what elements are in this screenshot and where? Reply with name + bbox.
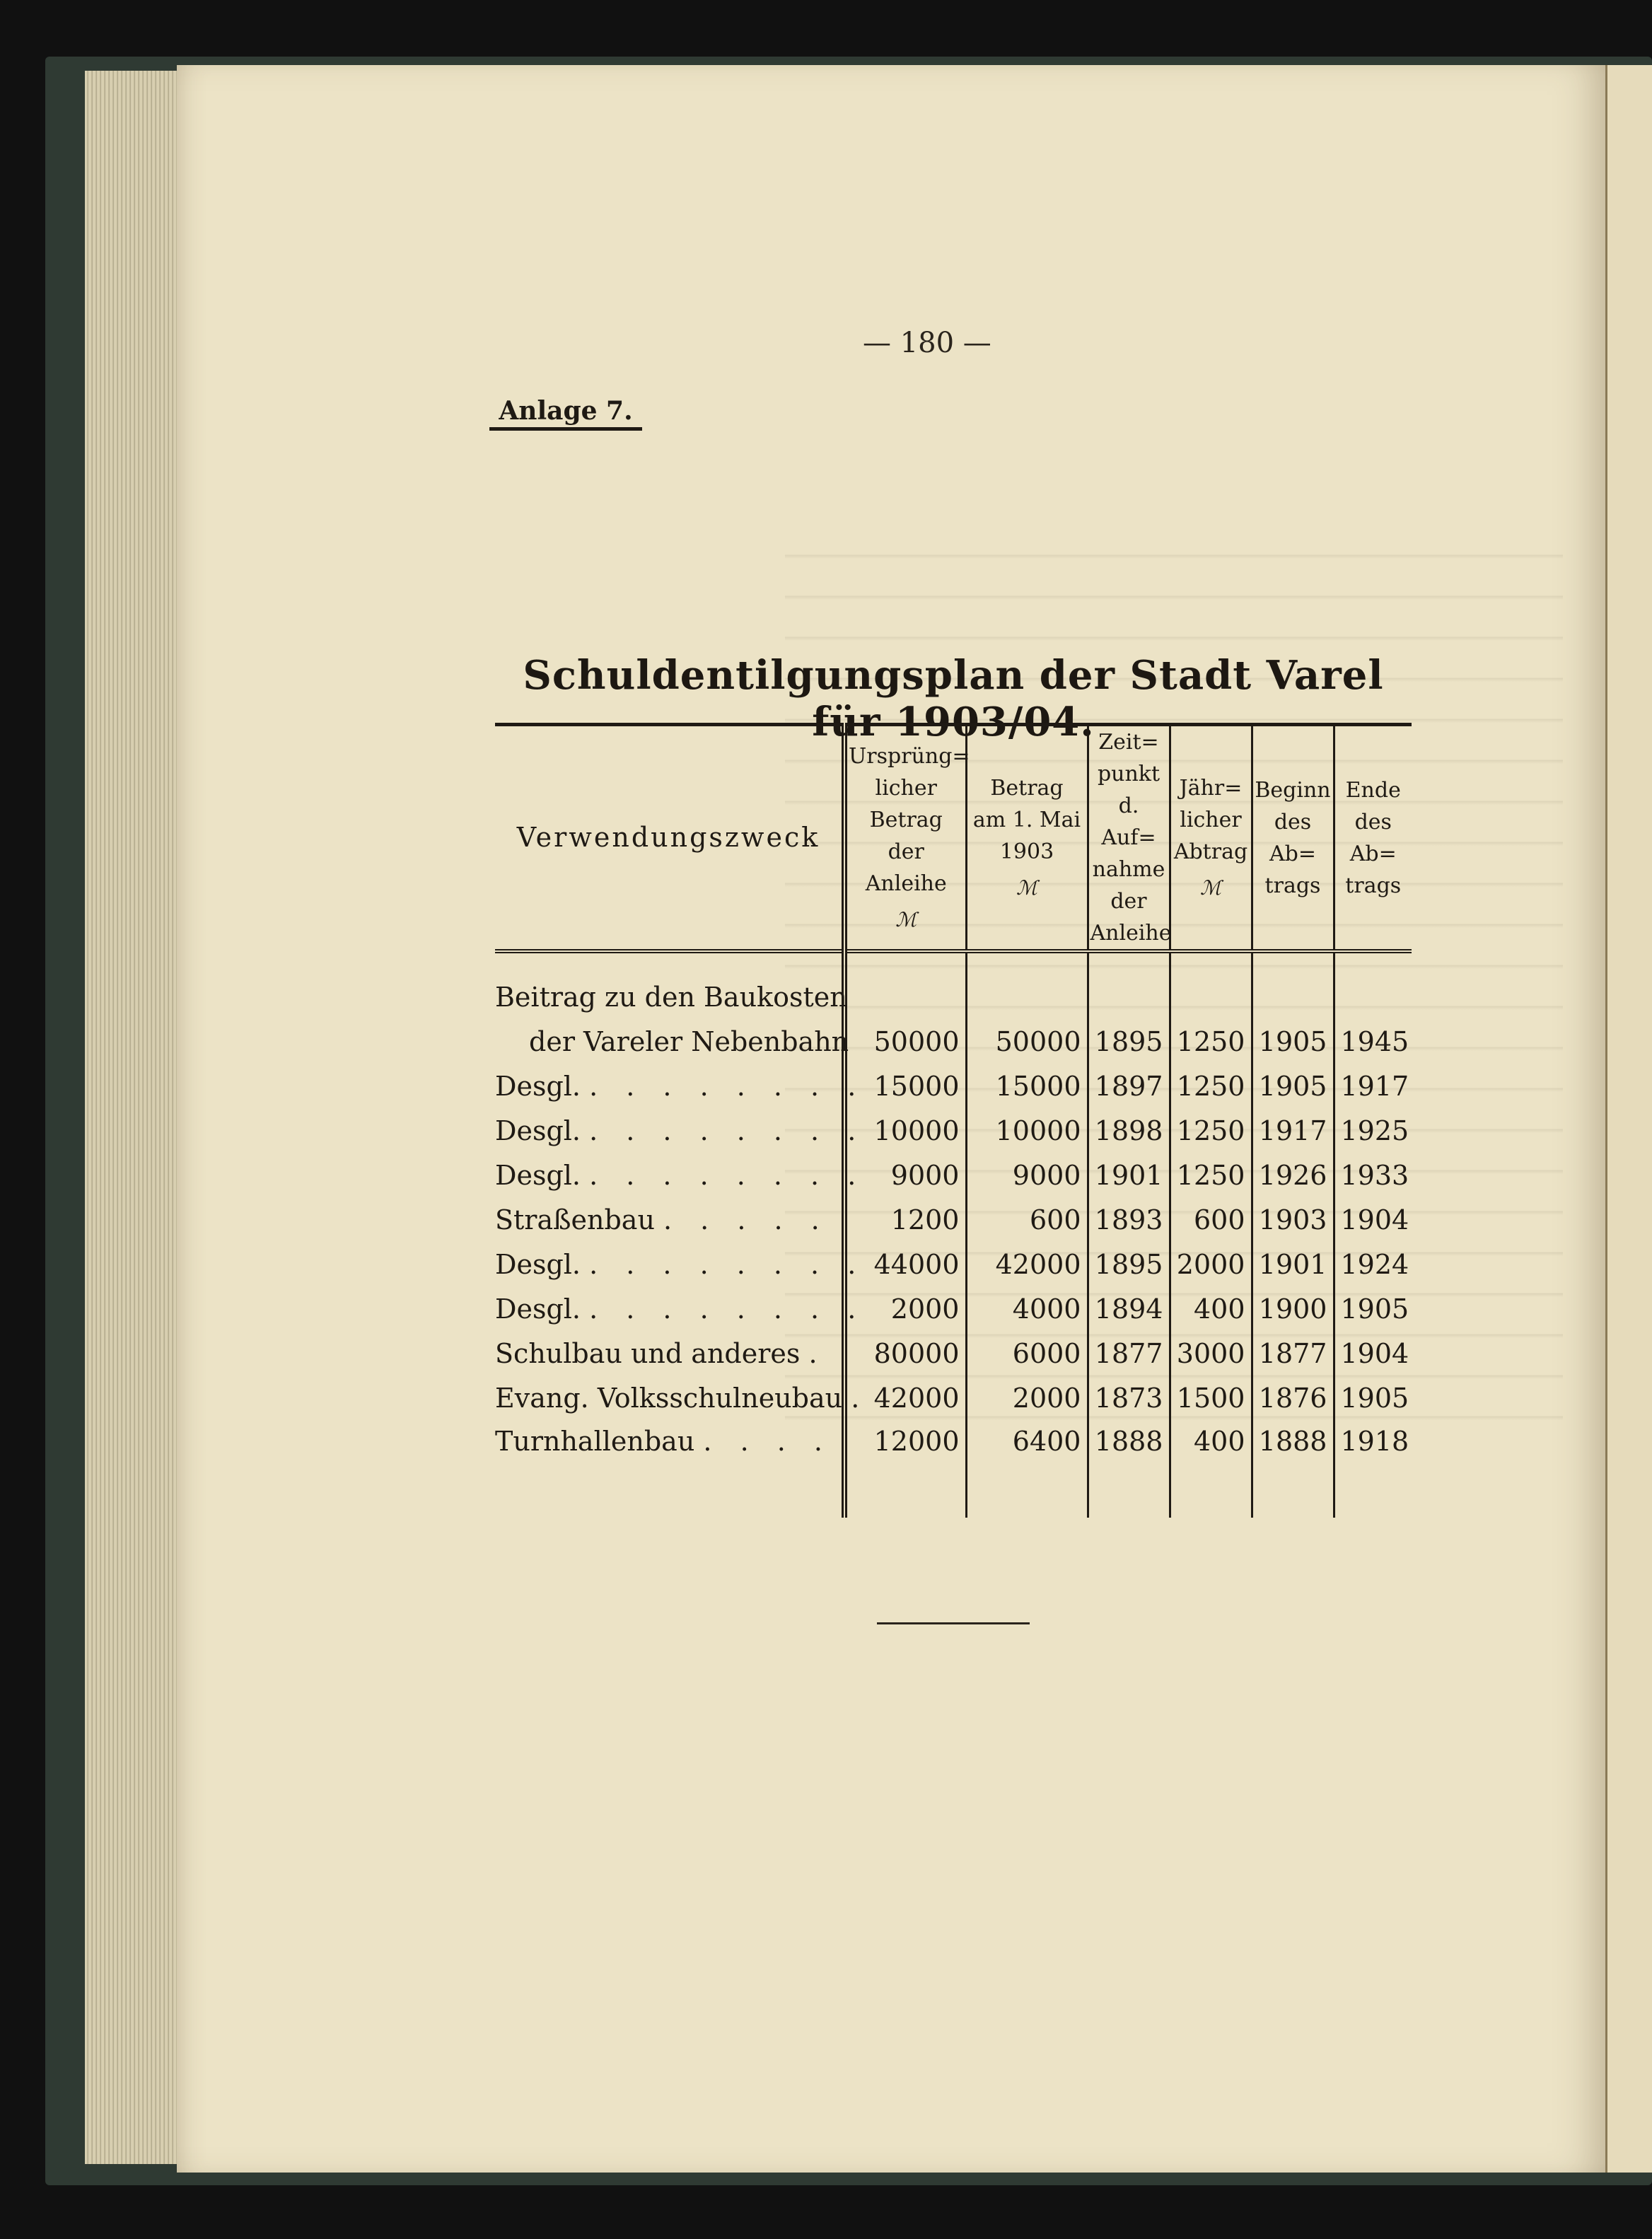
- header-time-taken: [1088, 725, 1170, 952]
- purpose-text: Desgl.: [495, 1293, 581, 1325]
- row-purpose: [495, 1197, 844, 1242]
- header-line: Ab=: [1269, 841, 1316, 866]
- cell-amount: 50000: [966, 1019, 1088, 1064]
- cell-end: 1924: [1334, 1242, 1412, 1286]
- purpose-text: Straßenbau: [495, 1204, 655, 1235]
- empty-cell: [844, 951, 966, 1019]
- header-line: des: [1354, 809, 1392, 834]
- cell-amount: 42000: [966, 1242, 1088, 1286]
- table-row: [495, 1331, 1412, 1376]
- cell-annual: 3000: [1170, 1331, 1252, 1376]
- cell-original: 80000: [844, 1331, 966, 1376]
- row-purpose: [495, 1153, 866, 1197]
- header-line: nahme: [1092, 857, 1165, 882]
- row-purpose: [495, 1331, 844, 1376]
- header-amount-may-1903: [966, 725, 1088, 952]
- page-edges: [85, 71, 184, 2164]
- cell-end: 1918: [1334, 1420, 1412, 1518]
- leader-dots: .: [808, 1337, 827, 1369]
- header-line: licher: [875, 776, 937, 801]
- cell-annual: 1250: [1170, 1019, 1252, 1064]
- table-row: [495, 1197, 1412, 1242]
- header-line: Ursprüng=: [849, 744, 970, 769]
- cell-amount: 6400: [966, 1420, 1088, 1518]
- cell-taken: 1898: [1088, 1108, 1170, 1153]
- table-row: [495, 1376, 1412, 1420]
- cell-begin: 1905: [1252, 1064, 1334, 1108]
- cell-amount: 4000: [966, 1286, 1088, 1331]
- cell-end: 1905: [1334, 1376, 1412, 1420]
- cell-begin: 1905: [1252, 1019, 1334, 1064]
- annex-label: Anlage 7.: [489, 396, 642, 431]
- cell-taken: 1901: [1088, 1153, 1170, 1197]
- purpose-text: Turnhallenbau: [495, 1426, 695, 1457]
- header-line: trags: [1264, 873, 1321, 898]
- header-begin-repayment: [1252, 725, 1334, 952]
- table-row: [495, 1153, 1412, 1197]
- leader-dots: . . . . . . . .: [589, 1115, 866, 1146]
- cell-taken: 1894: [1088, 1286, 1170, 1331]
- cell-annual: 1500: [1170, 1376, 1252, 1420]
- table-row: [495, 1019, 1412, 1064]
- header-line: d. Auf=: [1101, 793, 1156, 850]
- empty-cell: [966, 951, 1088, 1019]
- currency-mark: ℳ: [1200, 876, 1221, 900]
- cell-original: 1200: [844, 1197, 966, 1242]
- header-line: Anleihe: [1090, 921, 1172, 946]
- header-line: Betrag: [990, 776, 1064, 801]
- header-line: punkt: [1097, 762, 1161, 786]
- cell-taken: 1897: [1088, 1064, 1170, 1108]
- header-line: der: [1110, 889, 1147, 914]
- leader-dots: . . . . .: [663, 1204, 830, 1235]
- cell-annual: 1250: [1170, 1064, 1252, 1108]
- cell-begin: 1926: [1252, 1153, 1334, 1197]
- header-original-amount: [844, 725, 970, 952]
- leader-dots: .: [851, 1382, 870, 1414]
- cell-amount: 600: [966, 1197, 1088, 1242]
- cell-annual: 1250: [1170, 1108, 1252, 1153]
- leader-dots: . . . . . . . .: [589, 1159, 866, 1191]
- header-purpose: Verwendungszweck: [495, 725, 844, 952]
- cell-taken: 1895: [1088, 1242, 1170, 1286]
- header-annual-repayment: [1170, 725, 1252, 952]
- empty-cell: [1334, 951, 1412, 1019]
- cell-taken: 1873: [1088, 1376, 1170, 1420]
- cell-begin: 1877: [1252, 1331, 1334, 1376]
- cell-taken: 1888: [1088, 1420, 1170, 1518]
- leader-dots: . . . .: [703, 1426, 832, 1457]
- cell-amount: 9000: [966, 1153, 1088, 1197]
- cell-end: 1904: [1334, 1197, 1412, 1242]
- cell-original: 2000: [844, 1286, 966, 1331]
- cell-begin: 1917: [1252, 1108, 1334, 1153]
- header-end-repayment: [1334, 725, 1412, 952]
- cell-end: 1905: [1334, 1286, 1412, 1331]
- cell-taken: 1877: [1088, 1331, 1170, 1376]
- cell-begin: 1901: [1252, 1242, 1334, 1286]
- table-row: [495, 1108, 1412, 1153]
- table-row: [495, 1242, 1412, 1286]
- cell-amount: 6000: [966, 1331, 1088, 1376]
- table-row: [495, 1420, 1412, 1518]
- cell-begin: 1903: [1252, 1197, 1334, 1242]
- cell-amount: 2000: [966, 1376, 1088, 1420]
- purpose-text: Desgl.: [495, 1159, 581, 1191]
- leader-dots: . . . . . . . .: [589, 1070, 866, 1102]
- row-purpose: [495, 1242, 866, 1286]
- cell-original: 9000: [844, 1153, 966, 1197]
- end-rule: [877, 1622, 1030, 1624]
- currency-mark: ℳ: [895, 908, 917, 931]
- cell-annual: 2000: [1170, 1242, 1252, 1286]
- header-line: 1903: [999, 839, 1054, 864]
- leader-dots: . . . . . . . .: [589, 1293, 866, 1325]
- header-line: Beginn: [1255, 777, 1331, 803]
- cell-taken: 1893: [1088, 1197, 1170, 1242]
- header-line: licher: [1180, 808, 1242, 832]
- cell-amount: 10000: [966, 1108, 1088, 1153]
- row-purpose: [495, 1420, 844, 1518]
- header-line: Abtrag: [1173, 839, 1248, 864]
- page-number: — 180 —: [863, 327, 991, 359]
- row-purpose: [495, 1376, 870, 1420]
- row-purpose-continued: der Vareler Nebenbahn: [529, 1025, 849, 1057]
- cell-begin: 1888: [1252, 1420, 1334, 1518]
- cell-original: 42000: [844, 1376, 966, 1420]
- cell-amount: 15000: [966, 1064, 1088, 1108]
- leader-dots: . . . . . . . .: [589, 1248, 866, 1280]
- cell-annual: 1250: [1170, 1153, 1252, 1197]
- header-line: Ab=: [1349, 841, 1397, 866]
- cell-original: 10000: [844, 1108, 966, 1153]
- cell-end: 1925: [1334, 1108, 1412, 1153]
- purpose-text: Desgl.: [495, 1070, 581, 1102]
- header-line: der Anleihe: [865, 839, 947, 896]
- cell-annual: 400: [1170, 1420, 1252, 1518]
- cell-end: 1904: [1334, 1331, 1412, 1376]
- empty-cell: [1252, 951, 1334, 1019]
- row-purpose: [495, 1064, 866, 1108]
- header-line: Jähr=: [1179, 776, 1243, 801]
- cell-end: 1917: [1334, 1064, 1412, 1108]
- purpose-text: Schulbau und anderes: [495, 1337, 801, 1369]
- row-purpose: [495, 1108, 866, 1153]
- header-line: des: [1274, 809, 1312, 834]
- cell-begin: 1900: [1252, 1286, 1334, 1331]
- cell-original: 44000: [844, 1242, 966, 1286]
- row-purpose: Beitrag zu den Baukosten: [495, 981, 847, 1013]
- cell-end: 1933: [1334, 1153, 1412, 1197]
- header-line: Ende: [1345, 777, 1401, 803]
- table-header-row: [495, 725, 1412, 952]
- facing-page-edge: [1605, 65, 1652, 2173]
- cell-original: 15000: [844, 1064, 966, 1108]
- header-line: Betrag: [869, 808, 943, 832]
- row-purpose: [495, 1286, 866, 1331]
- header-line: am 1. Mai: [972, 808, 1081, 832]
- empty-cell: [1088, 951, 1170, 1019]
- purpose-text: Desgl.: [495, 1248, 581, 1280]
- table-row: [495, 951, 1412, 1019]
- currency-mark: ℳ: [1016, 876, 1037, 900]
- purpose-text: Evang. Volksschulneubau: [495, 1382, 843, 1414]
- header-line: trags: [1345, 873, 1402, 898]
- cell-annual: 600: [1170, 1197, 1252, 1242]
- cell-original: 12000: [844, 1420, 966, 1518]
- cell-end: 1945: [1334, 1019, 1412, 1064]
- cell-original: 50000: [844, 1019, 966, 1064]
- table-row: [495, 1286, 1412, 1331]
- cell-annual: 400: [1170, 1286, 1252, 1331]
- purpose-text: Desgl.: [495, 1115, 581, 1146]
- table-row: [495, 1064, 1412, 1108]
- debt-table: [495, 723, 1412, 1518]
- empty-cell: [1170, 951, 1252, 1019]
- cell-taken: 1895: [1088, 1019, 1170, 1064]
- page-title: Schuldentilgungsplan der Stadt Varel für 1903/04.: [523, 652, 1384, 745]
- cell-begin: 1876: [1252, 1376, 1334, 1420]
- header-line: Zeit=: [1098, 730, 1159, 755]
